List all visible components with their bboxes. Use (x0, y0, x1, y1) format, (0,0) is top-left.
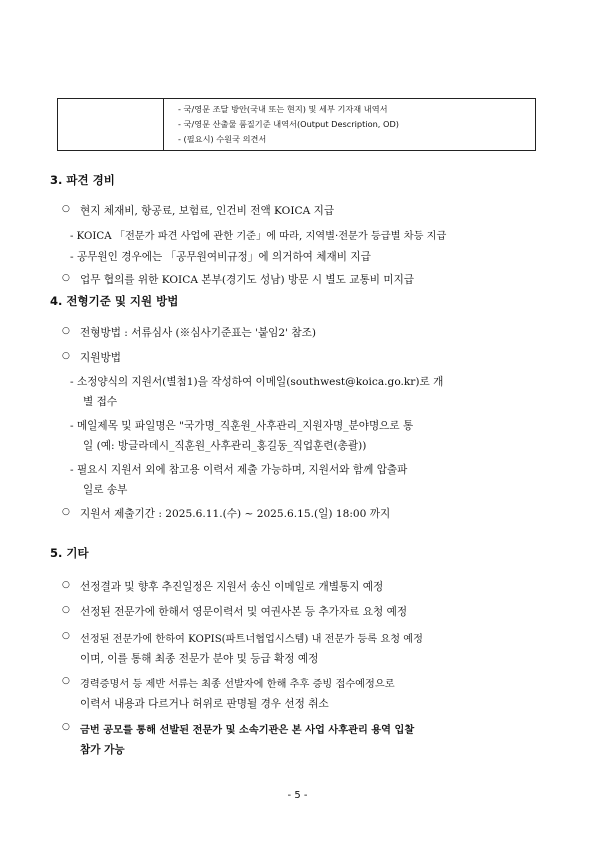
section-3-item: 현지 체재비, 항공료, 보험료, 인건비 전액 KOICA 지급 (80, 205, 335, 217)
table-row: - (필요시) 수원국 의견서 (178, 134, 267, 144)
section-5-title: 5. 기타 (50, 546, 89, 560)
section-4-subitem-cont: 일로 송부 (83, 484, 128, 496)
section-4-subitem-cont: 일 (예: 방글라데시_직훈원_사후관리_홍길동_직업훈련(총괄)) (83, 440, 367, 452)
table-row: - 국/영문 산출물 품질기준 내역서(Output Description, OD) (178, 119, 399, 129)
bullet-circle-icon: ○ (62, 273, 70, 283)
bullet-circle-icon: ○ (62, 605, 70, 615)
bullet-circle-icon: ○ (62, 676, 70, 686)
section-5-item: 선정된 전문가에 한하여 KOPIS(파트너협업시스템) 내 전문가 등록 요청 예정 (80, 634, 423, 645)
section-3-subitem: - 공무원인 경우에는 「공무원여비규정」에 의거하여 체재비 지급 (70, 251, 371, 263)
section-4-subitem: - 소정양식의 지원서(별첨1)을 작성하여 이메일(southwest@koica.go.kr)로 개 (70, 376, 444, 388)
section-3-title: 3. 파견 경비 (50, 173, 115, 187)
table-left-cell (58, 99, 164, 151)
attachment-table (57, 98, 536, 151)
bullet-circle-icon: ○ (62, 204, 70, 214)
section-5-item-bold: 금번 공모를 통해 선발된 전문가 및 소속기관은 본 사업 사후관리 용역 입찰 (80, 724, 415, 736)
section-5-item: 선정된 전문가에 한해서 영문이력서 및 여권사본 등 추가자료 요청 예정 (80, 606, 408, 618)
table-right-cell (164, 99, 536, 151)
page-number: - 5 - (287, 790, 308, 801)
section-4-subitem: - 필요시 지원서 외에 참고용 이력서 제출 가능하며, 지원서와 함께 압출파 (70, 464, 408, 476)
section-4-item: 지원서 제출기간 : 2025.6.11.(수) ~ 2025.6.15.(일) 18:00 까지 (80, 508, 391, 520)
table-row: - 국/영문 조달 방안(국내 또는 현지) 및 세부 기자재 내역서 (178, 104, 388, 114)
bullet-circle-icon: ○ (62, 326, 70, 336)
section-4-subitem: - 메일제목 및 파일명은 "국가명_직훈원_사후관리_지원자명_분야명으로 통 (70, 420, 414, 432)
bullet-circle-icon: ○ (62, 580, 70, 590)
section-3-subitem: - KOICA 「전문가 파견 사업에 관한 기준」에 따라, 지역별·전문가 등급별 차등 지급 (70, 231, 447, 242)
section-4-title: 4. 전형기준 및 지원 방법 (50, 294, 179, 308)
bullet-circle-icon: ○ (62, 722, 70, 732)
section-5-item: 선정결과 및 향후 추진일정은 지원서 송신 이메일로 개별통지 예정 (80, 581, 384, 593)
section-4-item: 지원방법 (80, 352, 121, 364)
bullet-circle-icon: ○ (62, 507, 70, 517)
section-4-item: 전형방법 : 서류심사 (※심사기준표는 '붙임2' 참조) (80, 327, 317, 339)
section-5-item-cont: 이력서 내용과 다르거나 허위로 판명될 경우 선정 취소 (80, 698, 329, 710)
bullet-circle-icon: ○ (62, 351, 70, 361)
section-4-subitem-cont: 별 접수 (83, 396, 118, 408)
bullet-circle-icon: ○ (62, 631, 70, 641)
section-5-item-bold-cont: 참가 가능 (80, 744, 125, 756)
section-3-item: 업무 협의를 위한 KOICA 본부(경기도 성남) 방문 시 별도 교통비 미지급 (80, 274, 415, 286)
section-5-item: 경력증명서 등 제반 서류는 최종 선발자에 한해 추후 증빙 접수예정으로 (80, 679, 395, 690)
section-5-item-cont: 이며, 이를 통해 최종 전문가 분야 및 등급 확정 예정 (80, 653, 319, 665)
